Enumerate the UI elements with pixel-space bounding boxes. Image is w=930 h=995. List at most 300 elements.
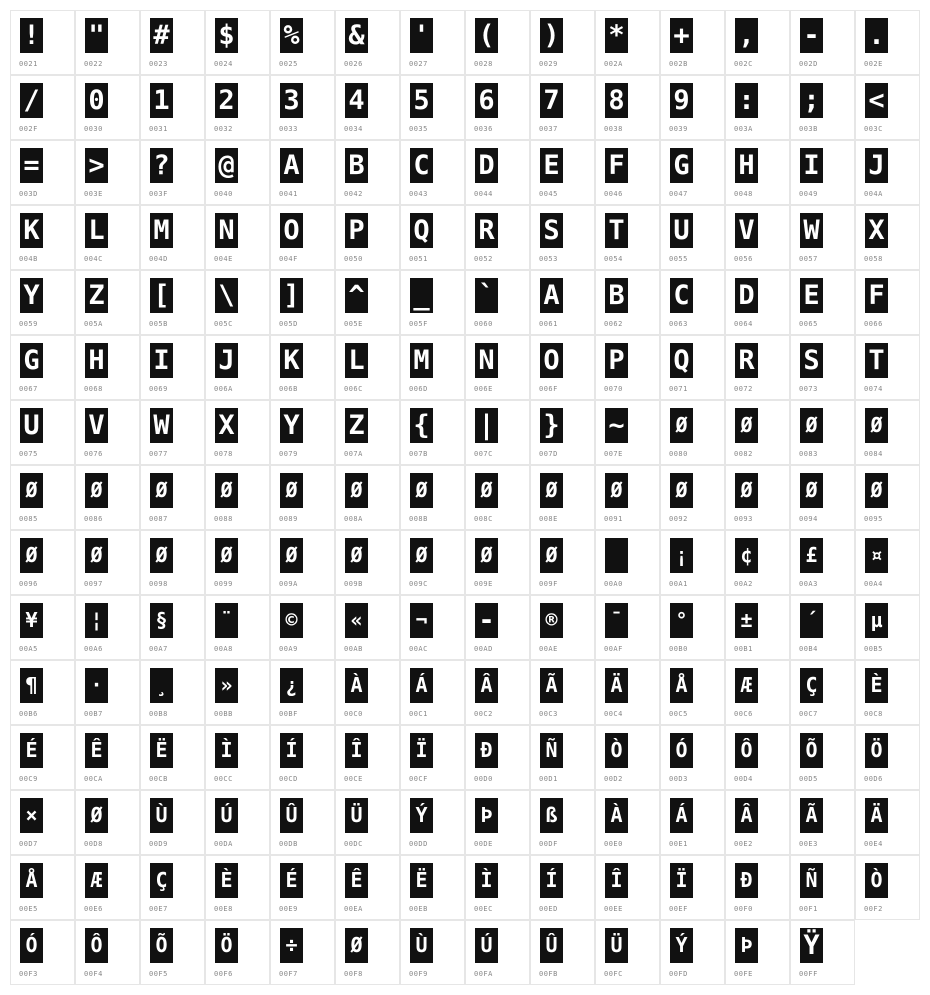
glyph-preview: Z (85, 278, 108, 313)
glyph-preview: Â (475, 668, 498, 703)
glyph-preview: Æ (735, 668, 758, 703)
glyph-preview: H (735, 148, 758, 183)
glyph-code: 007A (344, 450, 363, 458)
glyph-code: 0083 (799, 450, 818, 458)
glyph-cell (75, 75, 140, 140)
glyph-cell (530, 400, 595, 465)
glyph-code: 0034 (344, 125, 363, 133)
glyph-code: 00DE (474, 840, 493, 848)
glyph-code: 0030 (84, 125, 103, 133)
glyph-code: 00C2 (474, 710, 493, 718)
glyph-cell (855, 660, 920, 725)
glyph-code: 00FD (669, 970, 688, 978)
glyph-code: 00C5 (669, 710, 688, 718)
glyph-code: 00DC (344, 840, 363, 848)
glyph-code: 0029 (539, 60, 558, 68)
glyph-cell (855, 855, 920, 920)
glyph-code: 009A (279, 580, 298, 588)
glyph-cell (140, 335, 205, 400)
glyph-cell (10, 75, 75, 140)
glyph-cell (10, 790, 75, 855)
glyph-preview: Ø (215, 473, 238, 508)
glyph-code: 0038 (604, 125, 623, 133)
glyph-cell (855, 465, 920, 530)
glyph-preview: µ (865, 603, 888, 638)
glyph-preview: ° (670, 603, 693, 638)
glyph-cell (855, 270, 920, 335)
glyph-preview: Ã (540, 668, 563, 703)
glyph-preview: Ô (735, 733, 758, 768)
glyph-cell (140, 400, 205, 465)
glyph-cell (855, 75, 920, 140)
glyph-preview: Ü (345, 798, 368, 833)
glyph-code: 0036 (474, 125, 493, 133)
glyph-preview: 5 (410, 83, 433, 118)
glyph-code: 0095 (864, 515, 883, 523)
glyph-code: 0075 (19, 450, 38, 458)
glyph-cell (660, 790, 725, 855)
glyph-cell (140, 205, 205, 270)
glyph-code: 00DF (539, 840, 558, 848)
glyph-cell (855, 205, 920, 270)
glyph-cell (10, 595, 75, 660)
glyph-cell (660, 140, 725, 205)
glyph-code: 0057 (799, 255, 818, 263)
glyph-preview: @ (215, 148, 238, 183)
glyph-preview: Ø (85, 473, 108, 508)
glyph-cell (270, 205, 335, 270)
glyph-code: 003B (799, 125, 818, 133)
glyph-cell (400, 140, 465, 205)
glyph-preview: Ÿ (800, 928, 823, 963)
glyph-cell (855, 335, 920, 400)
glyph-preview: N (475, 343, 498, 378)
glyph-cell (270, 790, 335, 855)
glyph-code: 002B (669, 60, 688, 68)
glyph-code: 00C8 (864, 710, 883, 718)
glyph-code: 0054 (604, 255, 623, 263)
glyph-cell (75, 400, 140, 465)
glyph-code: 0051 (409, 255, 428, 263)
glyph-code: 002A (604, 60, 623, 68)
glyph-preview: Ç (800, 668, 823, 703)
glyph-preview: Y (20, 278, 43, 313)
glyph-preview: D (735, 278, 758, 313)
glyph-code: 0022 (84, 60, 103, 68)
glyph-cell (530, 855, 595, 920)
glyph-code: 004A (864, 190, 883, 198)
glyph-code: 00D9 (149, 840, 168, 848)
glyph-cell (75, 270, 140, 335)
glyph-cell (530, 725, 595, 790)
glyph-preview: ( (475, 18, 498, 53)
glyph-cell (790, 335, 855, 400)
glyph-cell (660, 530, 725, 595)
glyph-preview: ¯ (605, 603, 628, 638)
glyph-code: 00D5 (799, 775, 818, 783)
glyph-preview: P (345, 213, 368, 248)
glyph-preview: Ñ (800, 863, 823, 898)
glyph-code: 009E (474, 580, 493, 588)
glyph-preview: Þ (735, 928, 758, 963)
glyph-code: 00C1 (409, 710, 428, 718)
glyph-cell (400, 530, 465, 595)
glyph-cell (140, 465, 205, 530)
glyph-cell (205, 855, 270, 920)
glyph-code: 0066 (864, 320, 883, 328)
glyph-preview: Ø (150, 538, 173, 573)
glyph-cell (530, 465, 595, 530)
glyph-code: 00AE (539, 645, 558, 653)
glyph-cell (270, 140, 335, 205)
glyph-preview: Z (345, 408, 368, 443)
glyph-code: 00D7 (19, 840, 38, 848)
glyph-code: 0071 (669, 385, 688, 393)
glyph-preview: K (280, 343, 303, 378)
glyph-code: 00A2 (734, 580, 753, 588)
glyph-preview: Ó (20, 928, 43, 963)
glyph-code: 0044 (474, 190, 493, 198)
glyph-preview: } (540, 408, 563, 443)
glyph-cell (140, 270, 205, 335)
glyph-code: 002D (799, 60, 818, 68)
glyph-preview: Ø (670, 473, 693, 508)
glyph-cell (465, 140, 530, 205)
glyph-preview: H (85, 343, 108, 378)
glyph-preview: F (865, 278, 888, 313)
glyph-cell (790, 660, 855, 725)
glyph-code: 00B0 (669, 645, 688, 653)
glyph-preview: Ì (215, 733, 238, 768)
glyph-code: 0033 (279, 125, 298, 133)
glyph-cell (75, 660, 140, 725)
glyph-code: 0068 (84, 385, 103, 393)
glyph-preview: Á (410, 668, 433, 703)
glyph-code: 00D6 (864, 775, 883, 783)
glyph-code: 00C3 (539, 710, 558, 718)
glyph-preview: Ä (865, 798, 888, 833)
glyph-code: 0087 (149, 515, 168, 523)
glyph-preview: ; (800, 83, 823, 118)
glyph-cell (335, 660, 400, 725)
glyph-code: 0093 (734, 515, 753, 523)
glyph-code: 0082 (734, 450, 753, 458)
glyph-preview: À (605, 798, 628, 833)
glyph-cell (270, 10, 335, 75)
glyph-code: 0074 (864, 385, 883, 393)
glyph-cell (335, 335, 400, 400)
glyph-cell (725, 530, 790, 595)
glyph-code: 006B (279, 385, 298, 393)
glyph-code: 00F3 (19, 970, 38, 978)
glyph-code: 00F1 (799, 905, 818, 913)
glyph-cell (75, 465, 140, 530)
glyph-preview (605, 538, 628, 573)
glyph-preview: V (85, 408, 108, 443)
glyph-cell (725, 660, 790, 725)
glyph-code: 0042 (344, 190, 363, 198)
glyph-preview: W (150, 408, 173, 443)
glyph-code: 0039 (669, 125, 688, 133)
glyph-code: 00C4 (604, 710, 623, 718)
glyph-cell (855, 10, 920, 75)
glyph-code: 00F0 (734, 905, 753, 913)
glyph-code: 007B (409, 450, 428, 458)
glyph-preview: Î (605, 863, 628, 898)
glyph-preview: Ò (865, 863, 888, 898)
glyph-code: 0065 (799, 320, 818, 328)
glyph-cell (270, 920, 335, 985)
glyph-preview: Ñ (540, 733, 563, 768)
glyph-code: 00CC (214, 775, 233, 783)
glyph-cell (140, 790, 205, 855)
glyph-cell (660, 725, 725, 790)
glyph-code: 00E9 (279, 905, 298, 913)
glyph-cell (10, 270, 75, 335)
glyph-preview: Ø (800, 408, 823, 443)
glyph-preview: À (345, 668, 368, 703)
glyph-code: 007C (474, 450, 493, 458)
glyph-preview: F (605, 148, 628, 183)
glyph-code: 0023 (149, 60, 168, 68)
glyph-code: 00F4 (84, 970, 103, 978)
glyph-cell (10, 855, 75, 920)
glyph-cell (205, 595, 270, 660)
glyph-preview: Ò (605, 733, 628, 768)
glyph-preview: É (20, 733, 43, 768)
glyph-code: 0028 (474, 60, 493, 68)
glyph-code: 006A (214, 385, 233, 393)
glyph-preview: ´ (800, 603, 823, 638)
glyph-preview: U (20, 408, 43, 443)
glyph-code: 005C (214, 320, 233, 328)
glyph-cell (335, 465, 400, 530)
glyph-preview: Ù (410, 928, 433, 963)
glyph-cell (270, 335, 335, 400)
glyph-code: 00CF (409, 775, 428, 783)
glyph-code: 0049 (799, 190, 818, 198)
glyph-preview: # (150, 18, 173, 53)
glyph-preview: J (865, 148, 888, 183)
glyph-preview: C (670, 278, 693, 313)
glyph-code: 00CD (279, 775, 298, 783)
glyph-preview: Ø (540, 473, 563, 508)
glyph-preview: T (865, 343, 888, 378)
glyph-preview: Ð (735, 863, 758, 898)
glyph-cell (10, 140, 75, 205)
glyph-preview: Ï (410, 733, 433, 768)
glyph-cell (660, 75, 725, 140)
glyph-code: 00C7 (799, 710, 818, 718)
glyph-preview: » (215, 668, 238, 703)
glyph-code: 00E4 (864, 840, 883, 848)
glyph-code: 005F (409, 320, 428, 328)
glyph-code: 0021 (19, 60, 38, 68)
glyph-code: 00DA (214, 840, 233, 848)
glyph-preview: Æ (85, 863, 108, 898)
glyph-cell (595, 595, 660, 660)
glyph-cell (595, 790, 660, 855)
glyph-code: 00B1 (734, 645, 753, 653)
glyph-cell (465, 530, 530, 595)
glyph-preview: [ (150, 278, 173, 313)
glyph-cell (205, 920, 270, 985)
glyph-code: 0024 (214, 60, 233, 68)
glyph-code: 00AD (474, 645, 493, 653)
glyph-cell (465, 790, 530, 855)
glyph-code: 00B7 (84, 710, 103, 718)
glyph-code: 0025 (279, 60, 298, 68)
glyph-cell (855, 595, 920, 660)
glyph-preview: S (540, 213, 563, 248)
glyph-preview: ^ (345, 278, 368, 313)
glyph-cell (335, 725, 400, 790)
glyph-preview: E (540, 148, 563, 183)
glyph-code: 00A8 (214, 645, 233, 653)
glyph-code: 00D4 (734, 775, 753, 783)
glyph-code: 0058 (864, 255, 883, 263)
glyph-code: 00EA (344, 905, 363, 913)
glyph-cell (660, 660, 725, 725)
glyph-code: 00A0 (604, 580, 623, 588)
glyph-cell (595, 140, 660, 205)
glyph-preview: × (20, 798, 43, 833)
glyph-cell (140, 10, 205, 75)
glyph-cell (335, 855, 400, 920)
glyph-cell (75, 205, 140, 270)
glyph-cell (855, 530, 920, 595)
glyph-code: 0037 (539, 125, 558, 133)
glyph-code: 004B (19, 255, 38, 263)
glyph-preview: D (475, 148, 498, 183)
glyph-code: 0043 (409, 190, 428, 198)
glyph-code: 0046 (604, 190, 623, 198)
glyph-preview: { (410, 408, 433, 443)
glyph-cell (855, 140, 920, 205)
glyph-cell (75, 140, 140, 205)
glyph-code: 006E (474, 385, 493, 393)
glyph-cell (725, 790, 790, 855)
glyph-preview: Ø (735, 473, 758, 508)
glyph-cell (335, 270, 400, 335)
glyph-preview: Ì (475, 863, 498, 898)
glyph-code: 00B4 (799, 645, 818, 653)
glyph-preview: Ø (605, 473, 628, 508)
glyph-preview: ~ (605, 408, 628, 443)
glyph-preview: X (865, 213, 888, 248)
glyph-code: 0047 (669, 190, 688, 198)
glyph-preview: ) (540, 18, 563, 53)
glyph-code: 00DB (279, 840, 298, 848)
glyph-preview: Ö (865, 733, 888, 768)
glyph-cell (400, 725, 465, 790)
glyph-preview: L (85, 213, 108, 248)
glyph-grid (10, 10, 920, 985)
glyph-preview: 4 (345, 83, 368, 118)
glyph-preview: N (215, 213, 238, 248)
glyph-code: 0078 (214, 450, 233, 458)
glyph-code: 0098 (149, 580, 168, 588)
glyph-code: 00A1 (669, 580, 688, 588)
glyph-code: 0062 (604, 320, 623, 328)
glyph-preview: Õ (150, 928, 173, 963)
glyph-code: 0056 (734, 255, 753, 263)
glyph-preview: Î (345, 733, 368, 768)
glyph-code: 006F (539, 385, 558, 393)
glyph-code: 005B (149, 320, 168, 328)
glyph-code: 005D (279, 320, 298, 328)
glyph-cell (855, 725, 920, 790)
glyph-code: 007D (539, 450, 558, 458)
glyph-preview: · (85, 668, 108, 703)
glyph-cell (530, 335, 595, 400)
glyph-code: 00E5 (19, 905, 38, 913)
glyph-cell (400, 595, 465, 660)
glyph-code: 0085 (19, 515, 38, 523)
glyph-code: 00BB (214, 710, 233, 718)
glyph-cell (660, 855, 725, 920)
glyph-preview: Ü (605, 928, 628, 963)
glyph-preview: % (280, 18, 303, 53)
glyph-cell (205, 660, 270, 725)
glyph-preview: ® (540, 603, 563, 638)
glyph-cell (530, 270, 595, 335)
glyph-code: 0052 (474, 255, 493, 263)
glyph-code: 00EC (474, 905, 493, 913)
glyph-preview: : (735, 83, 758, 118)
glyph-preview: « (345, 603, 368, 638)
glyph-preview: / (20, 83, 43, 118)
glyph-code: 00B5 (864, 645, 883, 653)
glyph-code: 00C9 (19, 775, 38, 783)
glyph-code: 003F (149, 190, 168, 198)
glyph-cell (530, 790, 595, 855)
glyph-preview: Ø (20, 538, 43, 573)
glyph-preview: Â (735, 798, 758, 833)
glyph-code: 00E6 (84, 905, 103, 913)
glyph-code: 00D0 (474, 775, 493, 783)
glyph-preview: 3 (280, 83, 303, 118)
glyph-cell (75, 10, 140, 75)
glyph-preview: S (800, 343, 823, 378)
glyph-code: 008A (344, 515, 363, 523)
glyph-preview: ¶ (20, 668, 43, 703)
glyph-preview: Ä (605, 668, 628, 703)
glyph-code: 00F5 (149, 970, 168, 978)
glyph-code: 00F7 (279, 970, 298, 978)
glyph-preview: Ø (85, 538, 108, 573)
glyph-cell (790, 920, 855, 985)
glyph-code: 0077 (149, 450, 168, 458)
glyph-preview: Ï (670, 863, 693, 898)
glyph-cell (140, 530, 205, 595)
glyph-preview: V (735, 213, 758, 248)
glyph-code: 00C6 (734, 710, 753, 718)
glyph-preview: Ø (215, 538, 238, 573)
glyph-code: 0045 (539, 190, 558, 198)
glyph-cell (75, 335, 140, 400)
glyph-code: 0055 (669, 255, 688, 263)
glyph-preview: Q (670, 343, 693, 378)
glyph-preview: Ù (150, 798, 173, 833)
glyph-code: 003C (864, 125, 883, 133)
glyph-code: 00CB (149, 775, 168, 783)
glyph-cell (400, 855, 465, 920)
glyph-preview: > (85, 148, 108, 183)
glyph-code: 00F9 (409, 970, 428, 978)
glyph-code: 005E (344, 320, 363, 328)
glyph-code: 0035 (409, 125, 428, 133)
